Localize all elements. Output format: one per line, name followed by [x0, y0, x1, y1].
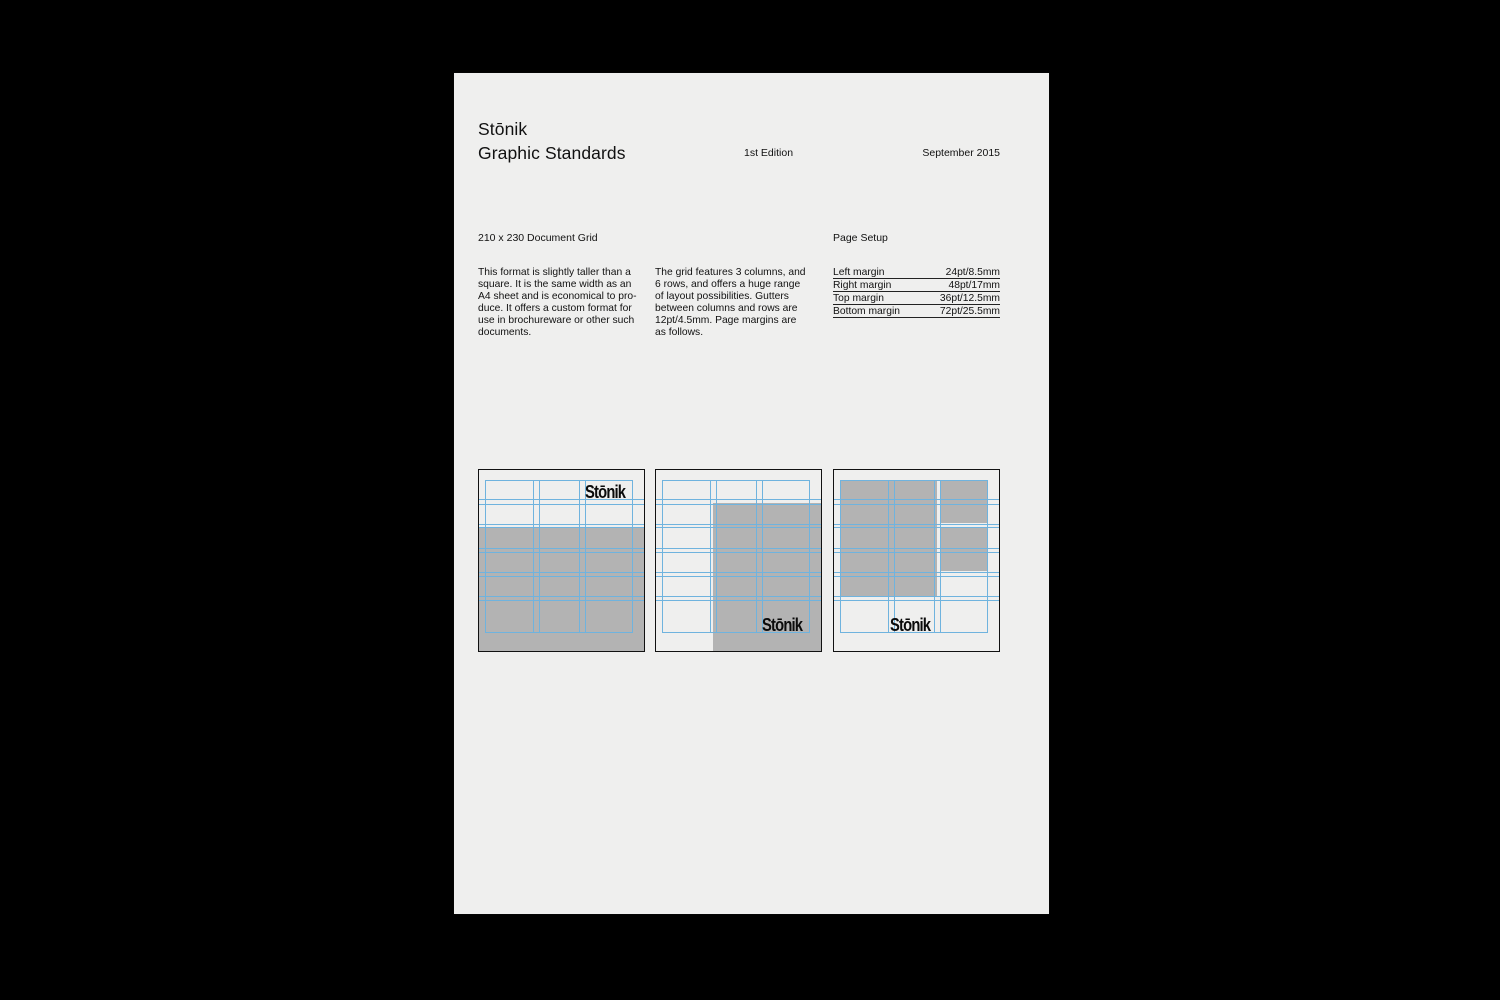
text-line: This format is slightly taller than a	[478, 267, 631, 278]
grid-layout-diagram-1	[478, 469, 645, 652]
text-line: use in brochureware or other such	[478, 315, 635, 326]
text-line: documents.	[478, 327, 532, 338]
margin-label: Top margin	[833, 293, 884, 304]
edition-label: 1st Edition	[744, 147, 794, 159]
stonik-logo: Stōnik	[585, 482, 626, 502]
brand-name: Stōnik	[478, 119, 528, 139]
text-line: as follows.	[655, 327, 704, 338]
text-line: between columns and rows are	[655, 303, 798, 314]
image-block	[479, 527, 645, 652]
grid-layout-diagram-3	[833, 469, 1000, 652]
date-label: September 2015	[922, 147, 1000, 159]
grid-layout-diagram-2	[655, 469, 822, 652]
margin-value: 36pt/12.5mm	[939, 293, 1000, 304]
image-block-small-top	[941, 480, 987, 523]
page-setup-title: Page Setup	[833, 232, 888, 244]
document-title-block	[478, 117, 626, 165]
text-line: A4 sheet and is economical to pro-	[478, 291, 637, 302]
margin-label: Left margin	[833, 267, 885, 278]
document-page	[454, 73, 1049, 914]
margin-row-bottom	[833, 306, 1000, 318]
margin-label: Right margin	[833, 280, 892, 291]
stonik-logo: Stōnik	[890, 615, 931, 635]
stonik-logo: Stōnik	[762, 615, 803, 635]
text-line: The grid features 3 columns, and	[655, 267, 806, 278]
margin-row-right	[833, 280, 1000, 292]
grid-description-paragraph-1	[478, 267, 646, 339]
margin-row-left	[833, 267, 1000, 279]
margin-value: 72pt/25.5mm	[939, 306, 1000, 317]
margin-label: Bottom margin	[833, 306, 900, 317]
margin-value: 24pt/8.5mm	[945, 267, 1000, 278]
text-line: of layout possibilities. Gutters	[655, 291, 789, 302]
grid-description-paragraph-2	[655, 267, 823, 339]
grid-section-title: 210 x 230 Document Grid	[478, 232, 598, 244]
document-title: Graphic Standards	[478, 143, 626, 163]
text-line: square. It is the same width as an	[478, 279, 632, 290]
margin-value: 48pt/17mm	[948, 280, 1000, 291]
margin-row-top	[833, 293, 1000, 305]
page-setup-table	[833, 267, 1000, 319]
text-line: 6 rows, and offers a huge range	[655, 279, 801, 290]
text-line: duce. It offers a custom format for	[478, 303, 632, 314]
text-line: 12pt/4.5mm. Page margins are	[655, 315, 797, 326]
